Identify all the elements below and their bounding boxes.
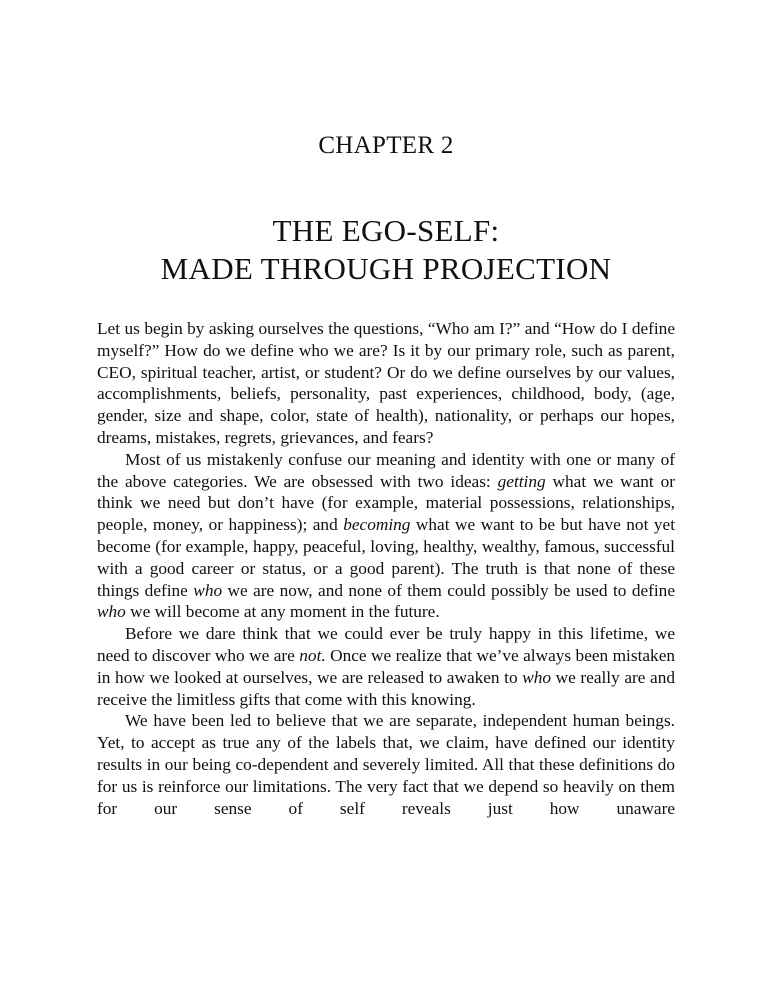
chapter-title-line-2: MADE THROUGH PROJECTION: [160, 251, 612, 286]
text-run: we will become at any moment in the future.: [125, 602, 440, 622]
emphasis-text: who: [193, 580, 223, 600]
emphasis-text: who: [522, 667, 552, 687]
emphasis-text: not.: [299, 645, 326, 665]
paragraph: [97, 623, 675, 710]
emphasis-text: becoming: [343, 515, 411, 535]
text-run: We have been led to believe that we are separate, independent human beings. Yet, to accept as true any of the labels that, we claim, have defined our identity results in our being co-dependent and severely limited. All that these definitions do for us is reinforce our limitations. The very fact that we depend so heavily on them for our sense of self reveals just how unaware: [97, 711, 675, 818]
chapter-number: CHAPTER 2: [318, 132, 454, 159]
text-run: Once we realize that we’ve always been mistaken in how we looked at ourselves, we are released to awaken to: [97, 645, 676, 687]
emphasis-text: getting: [497, 471, 546, 491]
paragraph: [97, 449, 675, 623]
text-run: Before we dare think that we could ever be truly happy in this lifetime, we need to discover who we are: [97, 624, 675, 665]
text-run: what we want or think we need but don’t have (for example, material possessions, relationships, people, money, or happiness); and: [97, 471, 675, 535]
text-run: Most of us mistakenly confuse our meaning and identity with one or many of the above categories. We are obsessed with two ideas:: [97, 449, 675, 491]
paragraph: [97, 710, 675, 819]
paragraph: [97, 318, 675, 449]
body-text: [97, 318, 675, 819]
text-run: what we want to be but have not yet become (for example, happy, peaceful, loving, healthy, wealthy, famous, successful with a good career or status, or a good parent). The truth is that none of these things define: [97, 515, 675, 600]
text-run: we really are and receive the limitless gifts that come with this knowing.: [97, 667, 675, 709]
text-run: we are now, and none of them could possibly be used to define: [222, 580, 675, 600]
chapter-title: [0, 212, 772, 288]
text-run: Let us begin by asking ourselves the questions, “Who am I?” and “How do I define myself?” How do we define who we are? Is it by our primary role, such as parent, CEO, spiritual teacher, artist, or student? Or do we define ourselves by our values, accomplishments, beliefs, personality, past experiences, childhood, body, (age, gender, size and shape, color, state of health), nationality, or perhaps our hopes, dreams, mistakes, regrets, grievances, and fears?: [97, 319, 675, 447]
emphasis-text: who: [97, 602, 126, 622]
chapter-title-line-1: THE EGO-SELF:: [272, 213, 500, 248]
